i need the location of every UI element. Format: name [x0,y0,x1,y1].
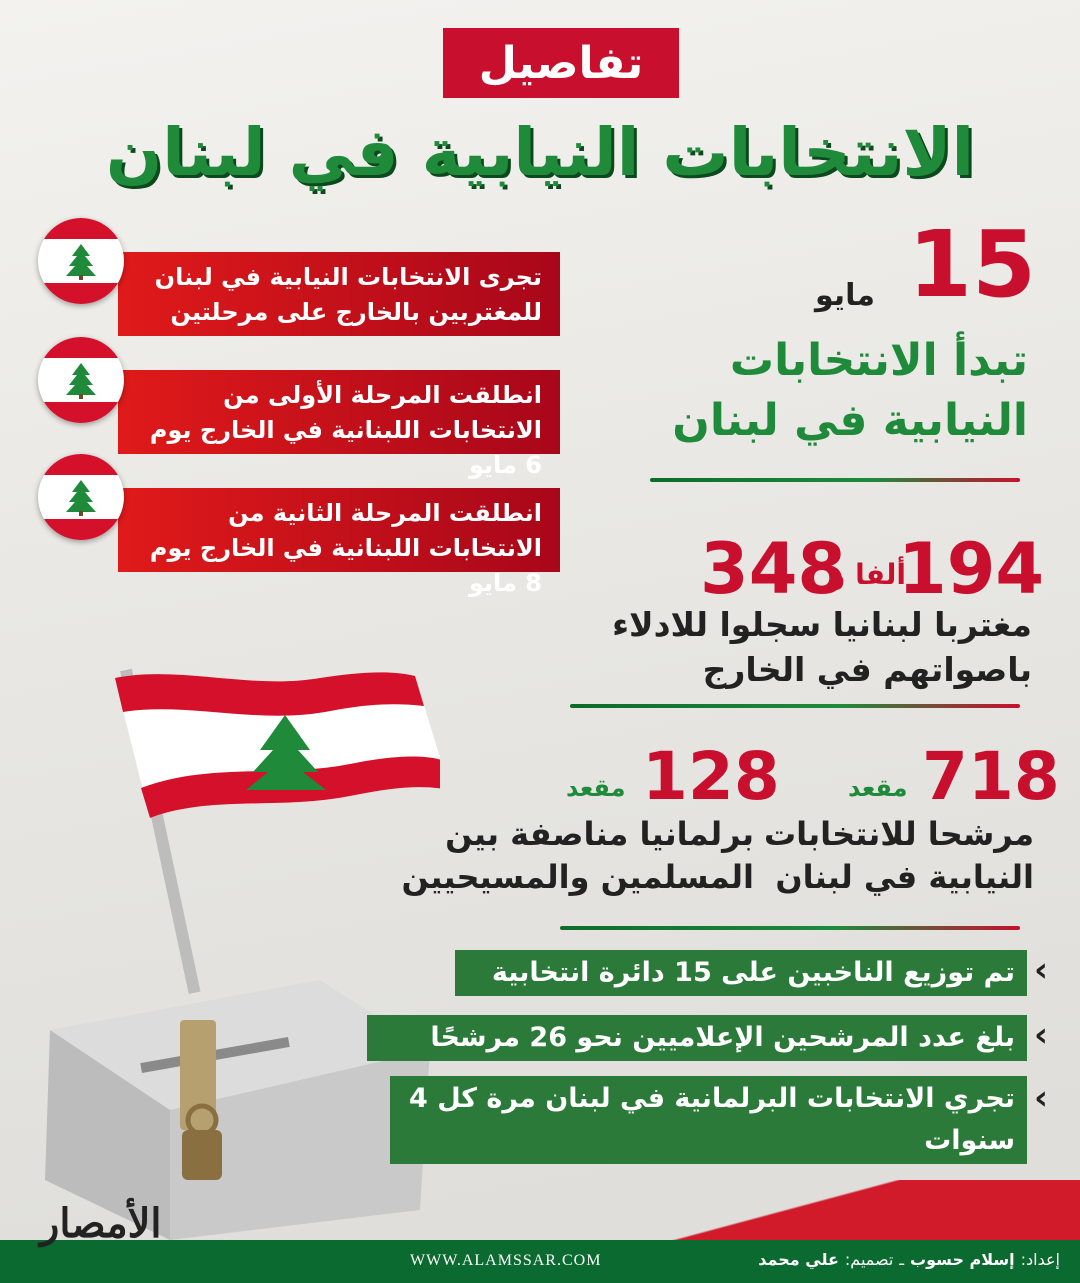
bullet-text: انطلقت المرحلة الأولى من الانتخابات اللبنانية في الخارج يوم 6 مايو [149,381,542,479]
lebanon-flag-icon [38,454,124,540]
divider [560,926,1020,930]
bullet-text: انطلقت المرحلة الثانية من الانتخابات اللبنانية في الخارج يوم 8 مايو [149,499,542,597]
lebanon-flag-icon [38,218,124,304]
flag-ballot-illustration [20,650,440,1240]
candidates-line-1: مرشحا للانتخابات [763,815,1034,853]
voters-alfa-label: ألفا و [828,558,906,591]
candidates-number: 718 [922,738,1060,815]
voters-number-348: 348 [700,528,847,610]
site-logo: الأمصار [40,1200,162,1247]
seats-line-2: المسلمين والمسيحيين [401,858,754,896]
seats-line-1: برلمانيا مناصفة بين [445,815,754,853]
date-number: 15 [908,211,1037,318]
candidates-unit: مقعد [848,774,908,802]
divider [650,478,1020,482]
bullet-box-2 [118,370,560,479]
bullet-box-3 [118,488,560,597]
lebanon-flag-icon [38,337,124,423]
bullet-text: تجرى الانتخابات النيابية في لبنان للمغتربين بالخارج على مرحلتين [154,263,542,326]
credits-prep-label: إعداد: [1020,1250,1060,1269]
fact-text: تجري الانتخابات البرلمانية في لبنان مرة كل 4 سنوات [409,1083,1015,1156]
bullet-box-1 [118,252,560,336]
seats-number: 128 [642,738,780,815]
chevron-left-icon: ‹ [1034,1015,1049,1055]
chevron-left-icon: ‹ [1034,950,1049,990]
fact-banner-3 [390,1076,1027,1164]
header-tag: تفاصيل [443,28,679,98]
voters-number-194: 194 [898,528,1045,610]
fact-banner-2 [367,1015,1027,1061]
credits-prep-name: إسلام حسوب [910,1250,1015,1269]
fact-text: بلغ عدد المرشحين الإعلاميين نحو 26 مرشحًا [430,1022,1015,1053]
voters-line-1: مغتربا لبنانيا سجلوا للادلاء [612,605,1032,644]
voters-line-2: باصواتهم في الخارج [702,650,1032,689]
date-month: مايو [815,278,875,313]
date-line-1: تبدأ الانتخابات [729,335,1028,386]
credits-design-name: علي محمد [758,1250,839,1269]
credits-separator: ـ [899,1250,905,1269]
candidates-line-2: النيابية في لبنان [775,858,1034,896]
footer-red-accent [560,1180,1080,1240]
chevron-left-icon: ‹ [1034,1078,1049,1118]
credits [758,1250,1060,1269]
divider [570,704,1020,708]
seats-unit: مقعد [566,774,626,802]
fact-text: تم توزيع الناخبين على 15 دائرة انتخابية [491,957,1015,988]
fact-banner-1 [455,950,1027,996]
website-url[interactable]: WWW.ALAMSSAR.COM [410,1252,602,1269]
date-line-2: النيابية في لبنان [672,395,1028,446]
page-title: الانتخابات النيابية في لبنان [105,114,975,191]
credits-design-label: تصميم: [844,1250,894,1269]
